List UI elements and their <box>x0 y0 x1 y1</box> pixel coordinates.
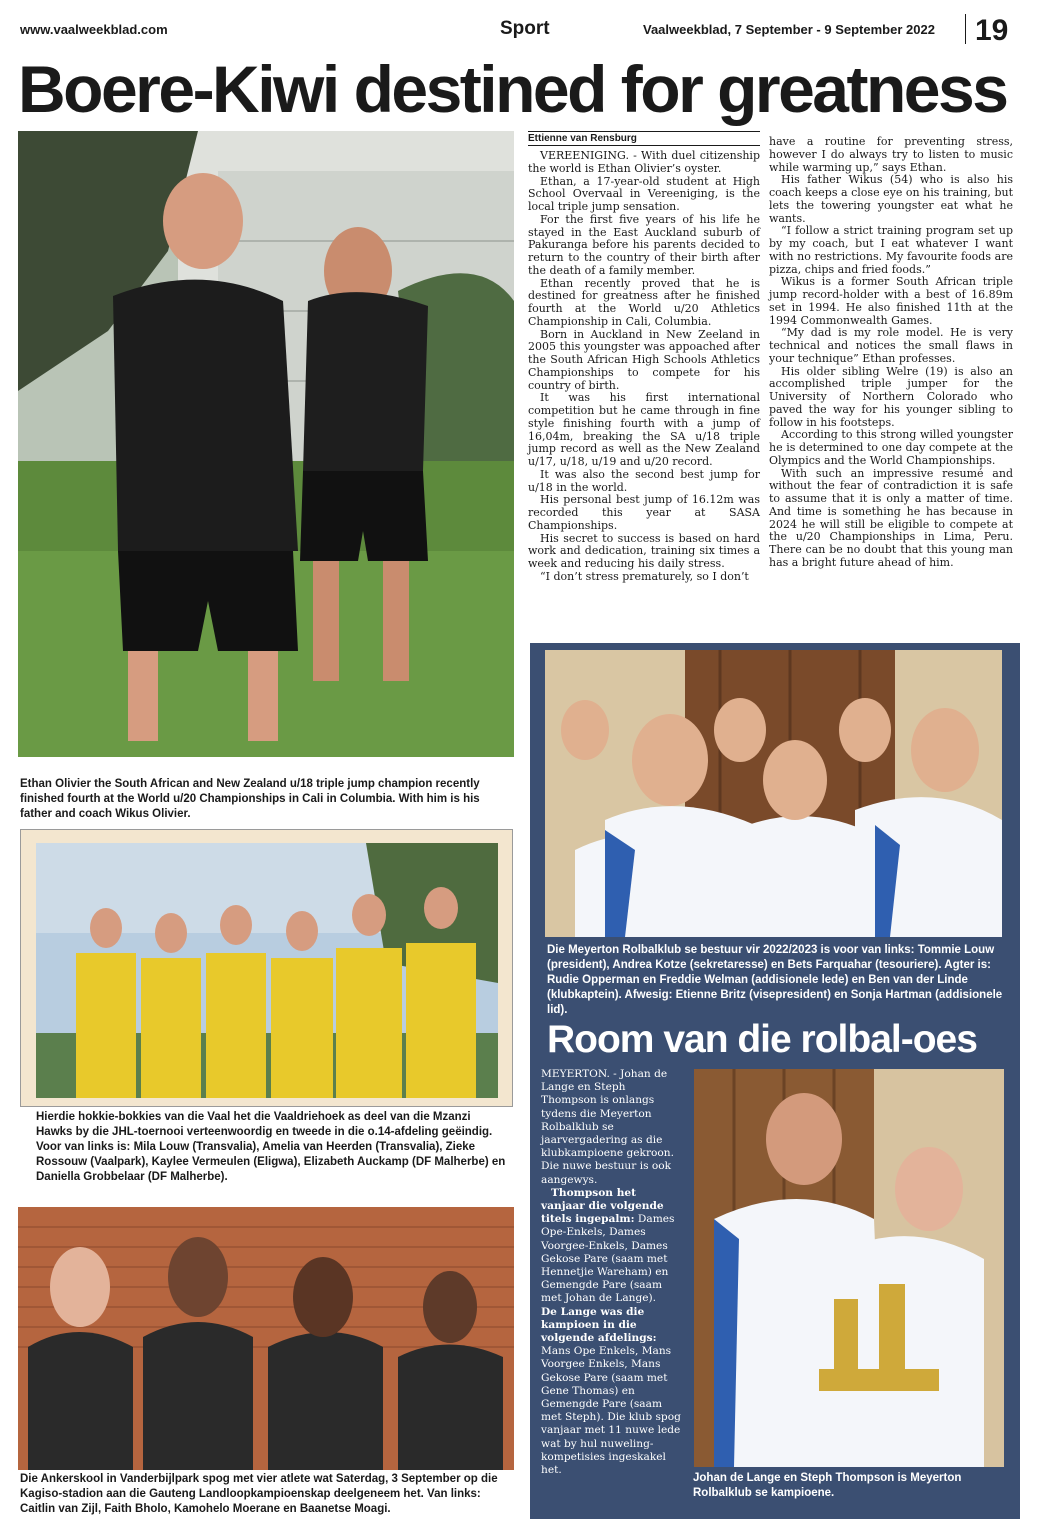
athletes-caption: Die Ankerskool in Vanderbijlpark spog met vier atlete wat Saterdag, 3 September op die Kagiso-stadion aan die Gauteng Landloopkampioenskap deelgeneem het. Van links: Caitlin van Zijl, Faith Bholo, Kamohelo Moerane en Baanetse Moagi. <box>20 1473 498 1515</box>
bowls-article <box>541 1068 683 1477</box>
site-url: www.vaalweekblad.com <box>20 22 168 37</box>
page-number: 19 <box>975 14 1009 47</box>
article-column-2-paragraph: His older sibling Welre (19) is also an accomplished triple jumper for the University of Northern Colorado who paved the way for his younger sibling to follow in his footsteps. <box>769 364 1013 429</box>
bowls-paragraph-2 <box>541 1187 683 1306</box>
issue-date: Vaalweekblad, 7 September - 9 September 2022 <box>643 22 935 37</box>
article-column-1-paragraph: It was his first international competition but he came through in fine style finishing fourth with a jump of 16,04m, breaking the SA u/18 triple jump record as well as the New Zealand u/17, u/18, u/19 and u/20 record. <box>528 391 760 468</box>
article-column-1-paragraph: “I don’t stress prematurely, so I don’t <box>540 569 749 583</box>
article-column-2-paragraph: “My dad is my role model. He is very technical and notices the small flaws in your technique” Ethan professes. <box>769 326 1013 365</box>
bowls-champions-photo <box>694 1069 1004 1467</box>
article-column-1-paragraph: His secret to success is based on hard work and dedication, training six times a week and reducing his daily stress. <box>528 531 760 570</box>
article-column-1-paragraph: VEREENIGING. - With duel citizenship the world is Ethan Olivier’s oyster. <box>528 149 760 175</box>
article-column-1-paragraph: Ethan recently proved that he is destined for greatness after he finished fourth at the World u/20 Athletics Championship in Cali, Columbia. <box>528 276 760 328</box>
main-story-photo <box>18 131 514 757</box>
bowls-paragraph-3-body: Mans Ope Enkels, Mans Voorgee Enkels, Mans Gekose Pare (saam met Gene Thomas) en Gemengde Pare (saam met Steph). Die klub spog vanjaar met 11 nuwe lede wat by hul nuweling-kompetisies ingeskakel het. <box>541 1345 681 1477</box>
header-divider <box>965 14 966 44</box>
main-headline: Boere-Kiwi destined for greatness <box>18 52 1007 126</box>
hockey-caption: Hierdie hokkie-bokkies van die Vaal het die Vaaldriehoek as deel van die Mzanzi Hawks by die JHL-toernooi verteenwoordig en tweede in die o.14-afdeling geëindig. Voor van links is: Mila Louw (Transvalia), Amelia van Heerden (Transvalia), Zieke Rossouw (Vaalpark), Kaylee Vermeulen (Eligwa), Elizabeth Auckamp (DF Malherbe) en Daniella Grobbelaar (DF Malherbe). <box>36 1111 506 1183</box>
bowls-committee-caption: Die Meyerton Rolbalklub se bestuur vir 2022/2023 is voor van links: Tommie Louw (president), Andrea Kotze (sekretaresse) en Bets Farquahar (tesouriere). Agter is: Rudie Opperman en Freddie Welman (addisionele lede) en Ben van der Linde (klubkaptein). Afwesig: Etienne Britz (visepresident) en Sonja Hartman (addisionele lid). <box>547 944 1003 1016</box>
article-column-1-paragraph: Born in Auckland in New Zeeland in 2005 this youngster was appoached after the South African High Schools Athletics Championships to compete for his country of birth. <box>528 327 760 392</box>
bowls-champions-caption: Johan de Lange en Steph Thompson is Meyerton Rolbalklub se kampioene. <box>693 1472 962 1499</box>
article-column-2-paragraph: With such an impressive resumé and without the fear of contradiction it is safe to assume that it is only a matter of time. And time is something he has because in 2024 he will still be eligible to compete at the u/20 Championships in Lima, Peru. There can be no doubt that this young man has a bright future ahead of him. <box>769 466 1013 569</box>
bowls-paragraph-3 <box>541 1306 683 1478</box>
article-column-1-paragraph: It was also the second best jump for u/18 in the world. <box>528 467 760 494</box>
bowls-paragraph-1: MEYERTON. - Johan de Lange en Steph Thompson is onlangs tydens die Meyerton Rolbalklub se jaarvergadering as die klubkampioene gekroon. Die nuwe bestuur is ook aangewys. <box>541 1068 674 1186</box>
article-column-1-paragraph: His personal best jump of 16.12m was recorded this year at SASA Championships. <box>528 493 760 532</box>
article-column-2-paragraph: “I follow a strict training program set up by my coach, but I eat whatever I want with no restrictions. My favourite foods are pizza, chips and fried foods.” <box>769 224 1013 276</box>
hockey-photo <box>36 843 498 1098</box>
main-photo-caption: Ethan Olivier the South African and New Zealand u/18 triple jump champion recently finished fourth at the World u/20 Championships in Cali in Columbia. With him is his father and coach Wikus Olivier. <box>20 778 480 820</box>
section-title: Sport <box>500 18 550 39</box>
article-column-2-paragraph: According to this strong willed youngster he is determined to one day compete at the Olympics and the World Championships. <box>769 428 1013 467</box>
bowls-headline: Room van die rolbal-oes <box>547 1018 977 1061</box>
athletes-photo <box>18 1207 514 1470</box>
bowls-committee-photo <box>545 650 1002 937</box>
byline: Ettienne van Rensburg <box>528 131 760 146</box>
article-column-2-paragraph: Wikus is a former South African triple jump record-holder with a best of 16.89m set in 1994. He also finished 11th at the 1994 Commonwealth Games. <box>769 275 1013 327</box>
article-column-2-paragraph: His father Wikus (54) who is also his coach keeps a close eye on his training, but lets the towering youngster eat what he wants. <box>769 173 1013 225</box>
article-column-2-paragraph: have a routine for preventing stress, however I do always try to listen to music while warming up,” says Ethan. <box>769 135 1013 174</box>
article-column-1-paragraph: Ethan, a 17-year-old student at High School Overvaal in Vereeniging, is the local triple jump sensation. <box>528 174 760 213</box>
article-column-1-paragraph: For the first five years of his life he stayed in the East Auckland suburb of Pakuranga before his parents decided to return to the country of their birth after the death of a family member. <box>528 212 760 277</box>
article-column-2 <box>769 136 1013 570</box>
bowls-paragraph-2-lead: Thompson het vanjaar die volgende titels ingepalm: <box>541 1186 664 1226</box>
bowls-paragraph-2-body: Dames Ope-Enkels, Dames Voorgee-Enkels, Dames Gekose Pare (saam met Hennetjie Wareham) en Gemengde Pare (saam met Johan de Lange). <box>541 1213 675 1305</box>
article-column-1 <box>528 150 760 584</box>
bowls-paragraph-3-lead: De Lange was die kampioen in die volgende afdelings: <box>541 1305 657 1345</box>
